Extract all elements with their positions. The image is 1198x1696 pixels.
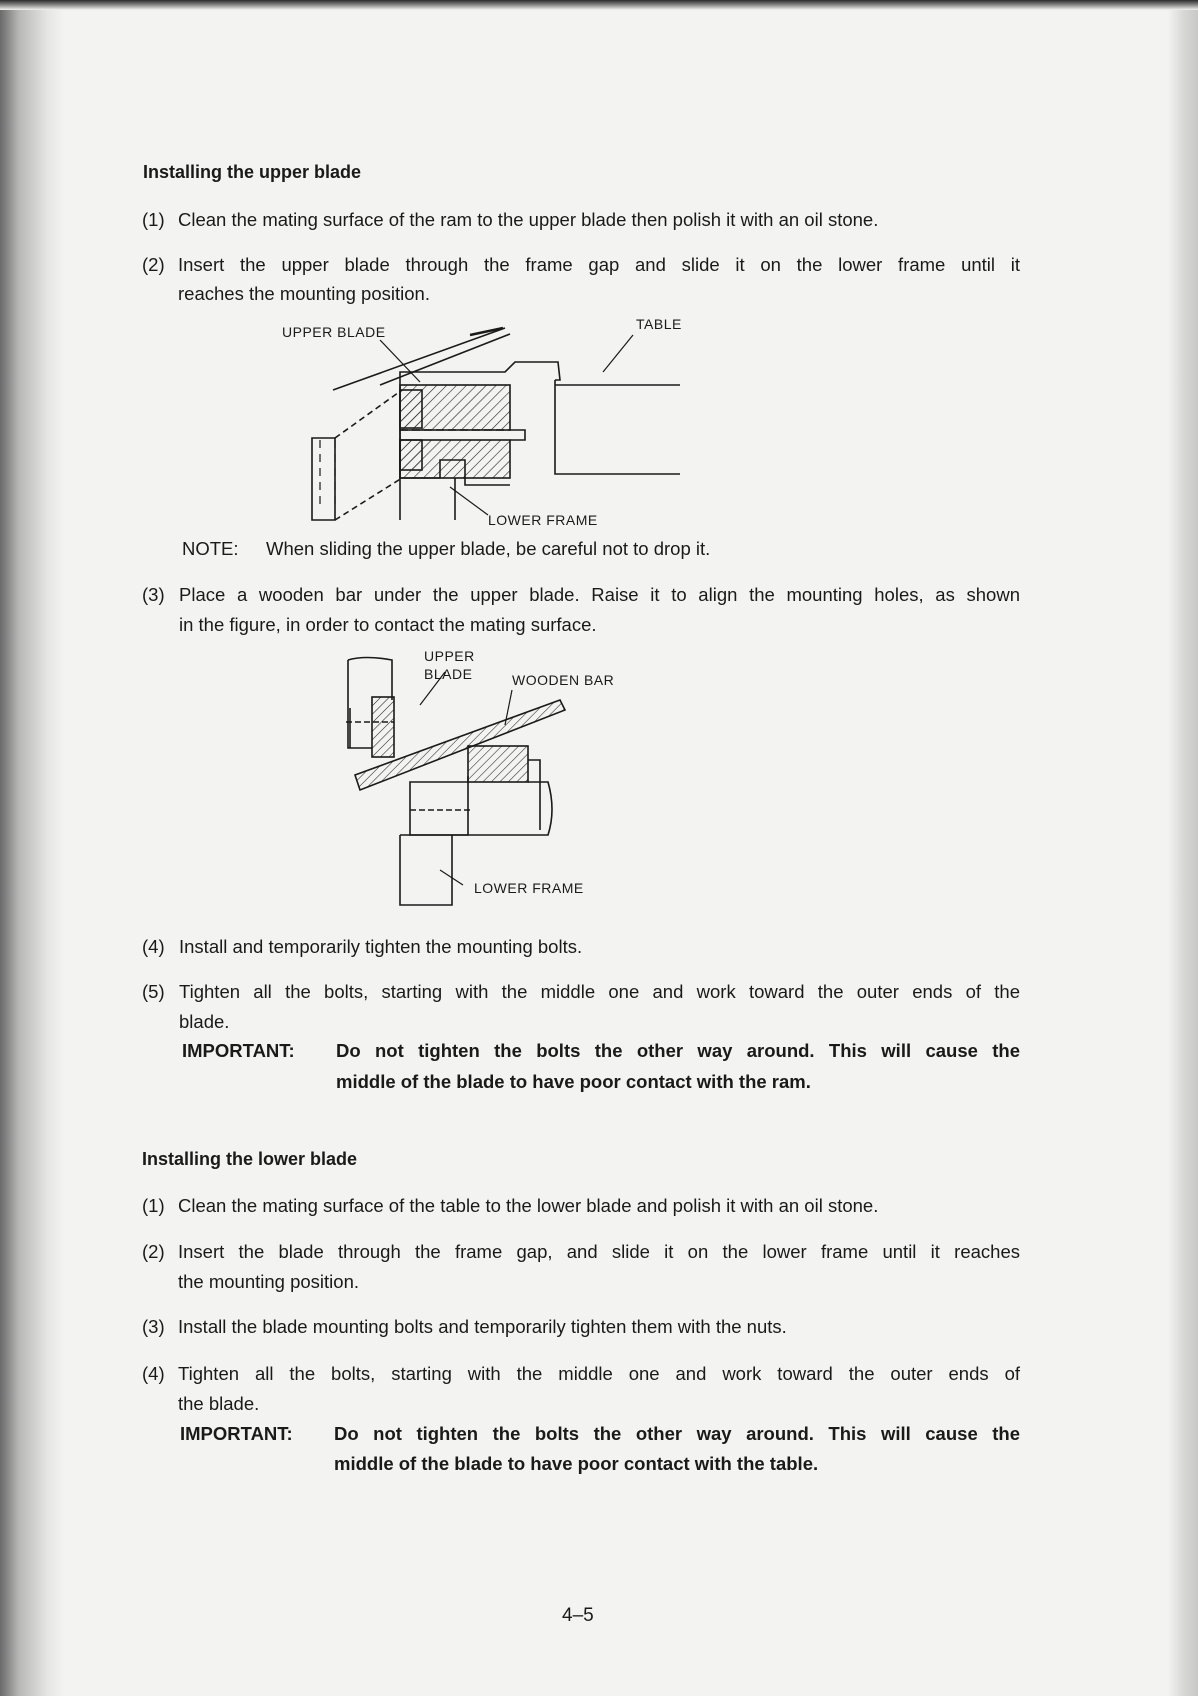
step-text-cont: the mounting position. xyxy=(178,1271,360,1292)
figure-label-wooden-bar: WOODEN BAR xyxy=(512,672,615,688)
step-text: Install the blade mounting bolts and temporarily tighten them with the nuts. xyxy=(178,1316,787,1337)
figure-label-blade: BLADE xyxy=(424,666,473,682)
note-text: When sliding the upper blade, be careful not to drop it. xyxy=(266,538,711,559)
step-text: Install and temporarily tighten the mounting bolts. xyxy=(179,936,583,957)
section-heading-upper: Installing the upper blade xyxy=(143,162,362,182)
important-text: Do not tighten the bolts the other way around. This will cause the xyxy=(336,1040,1020,1061)
figure-label-lower-frame: LOWER FRAME xyxy=(474,880,584,896)
upper-blade-installation-figure xyxy=(270,310,690,530)
step-text-cont: in the figure, in order to contact the mating surface. xyxy=(179,614,597,635)
step-text-cont: reaches the mounting position. xyxy=(178,283,430,304)
step-number: (1) xyxy=(142,1195,165,1216)
step-text: Place a wooden bar under the upper blade. Raise it to align the mounting holes, as shown xyxy=(179,584,1020,605)
step-number: (3) xyxy=(142,584,165,605)
important-label: IMPORTANT: xyxy=(182,1040,295,1061)
step-number: (4) xyxy=(142,1363,165,1384)
step-text: Tighten all the bolts, starting with the middle one and work toward the outer ends of the xyxy=(179,981,1020,1002)
note-label: NOTE: xyxy=(182,538,239,559)
step-number: (5) xyxy=(142,981,165,1002)
step-text: Insert the upper blade through the frame gap and slide it on the lower frame until it xyxy=(178,254,1020,275)
important-text-cont: middle of the blade to have poor contact with the table. xyxy=(334,1453,819,1474)
step-text: Insert the blade through the frame gap, and slide it on the lower frame until it reaches xyxy=(178,1241,1020,1262)
step-text-cont: blade. xyxy=(179,1011,230,1032)
figure-label-upper: UPPER xyxy=(424,648,475,664)
binding-shadow xyxy=(0,0,64,1696)
page-edge xyxy=(1168,0,1198,1696)
step-text: Clean the mating surface of the ram to the upper blade then polish it with an oil stone. xyxy=(178,209,879,230)
important-text: Do not tighten the bolts the other way around. This will cause the xyxy=(334,1423,1020,1444)
figure-label-upper-blade: UPPER BLADE xyxy=(282,324,386,340)
page-number: 4–5 xyxy=(562,1605,594,1626)
step-number: (4) xyxy=(142,936,165,957)
figure-label-lower-frame: LOWER FRAME xyxy=(488,512,598,528)
step-number: (2) xyxy=(142,254,165,275)
page-top-edge xyxy=(0,0,1198,10)
step-text: Clean the mating surface of the table to the lower blade and polish it with an oil stone. xyxy=(178,1195,879,1216)
step-number: (2) xyxy=(142,1241,165,1262)
section-heading-lower: Installing the lower blade xyxy=(142,1149,358,1169)
step-number: (3) xyxy=(142,1316,165,1337)
step-number: (1) xyxy=(142,209,165,230)
important-label: IMPORTANT: xyxy=(180,1423,293,1444)
important-text-cont: middle of the blade to have poor contact with the ram. xyxy=(336,1071,811,1092)
step-text-cont: the blade. xyxy=(178,1393,260,1414)
step-text: Tighten all the bolts, starting with the middle one and work toward the outer ends of xyxy=(178,1363,1020,1384)
figure-label-table: TABLE xyxy=(636,316,682,332)
